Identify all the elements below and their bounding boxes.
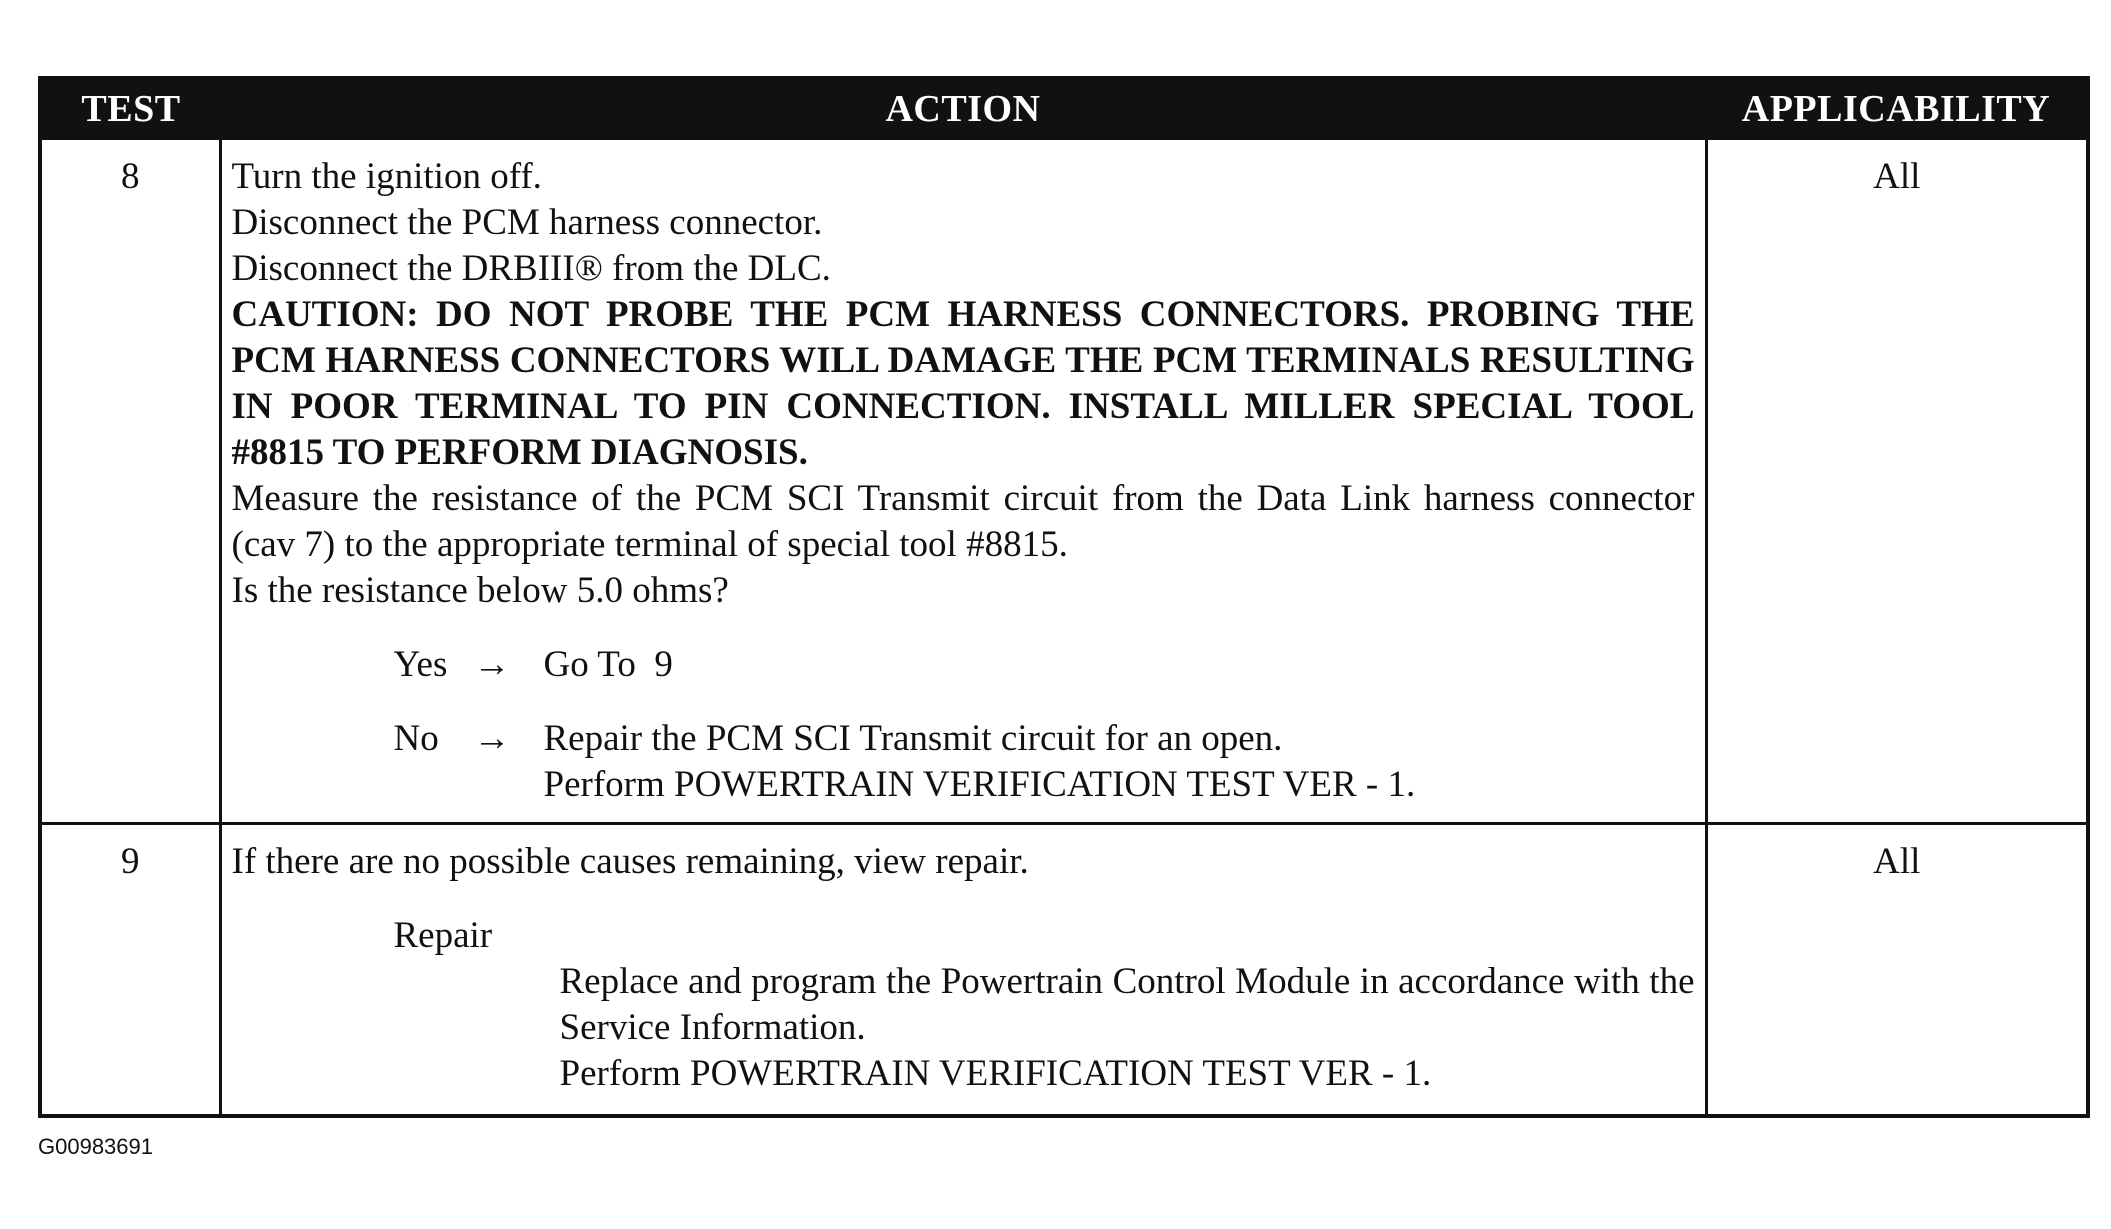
no-repair-line: Repair the PCM SCI Transmit circuit for an open. (543, 718, 1283, 759)
measure-instruction: Measure the resistance of the PCM SCI Transmit circuit from the Data Link harness connector (cav 7) to the appropriate terminal of special tool #8815. (231, 478, 1695, 565)
action-step: Disconnect the PCM harness connector. (231, 202, 823, 243)
yes-branch (394, 642, 1695, 688)
header-applicability: APPLICABILITY (1706, 78, 2088, 139)
repair-verify-text: Perform POWERTRAIN VERIFICATION TEST VER - 1. (559, 1053, 1432, 1094)
right-arrow-icon: → (473, 718, 511, 759)
no-verify-line: Perform POWERTRAIN VERIFICATION TEST VER - 1. (543, 764, 1416, 805)
applicability-value: All (1706, 139, 2088, 824)
question-text: Is the resistance below 5.0 ohms? (231, 570, 729, 611)
no-label: No (393, 718, 439, 759)
right-arrow-icon: → (473, 644, 511, 685)
action-cell (220, 139, 1706, 824)
header-test: TEST (40, 78, 220, 139)
table-row (40, 139, 2088, 824)
yes-goto-text: Go To 9 (543, 644, 673, 685)
applicability-value: All (1706, 824, 2088, 1116)
caution-text: CAUTION: DO NOT PROBE THE PCM HARNESS CONNECTORS. PROBING THE PCM HARNESS CONNECTORS WILL DAMAGE THE PCM TERMINALS RESULTING IN POOR TERMINAL TO PIN CONNECTION. INSTALL MILLER SPECIAL TOOL #8815 TO PERFORM DIAGNOSIS. (231, 294, 1695, 473)
table-row (40, 824, 2088, 1116)
action-step: Turn the ignition off. (231, 156, 542, 197)
figure-id: G00983691 (38, 1134, 153, 1159)
repair-text: Replace and program the Powertrain Control Module in accordance with the Service Information. (559, 961, 1695, 1048)
no-branch (394, 716, 1695, 808)
header-action: ACTION (220, 78, 1706, 139)
no-repair-text (544, 716, 1695, 808)
action-cell (220, 824, 1706, 1116)
yes-label: Yes (393, 644, 448, 685)
action-step: Disconnect the DRBIII® from the DLC. (231, 248, 831, 289)
repair-label: Repair (393, 915, 493, 956)
action-intro: If there are no possible causes remaining, view repair. (231, 841, 1029, 882)
test-number: 9 (40, 824, 220, 1116)
test-number: 8 (40, 139, 220, 824)
diagnostic-table (38, 76, 2090, 1118)
table-header-row (40, 78, 2088, 139)
